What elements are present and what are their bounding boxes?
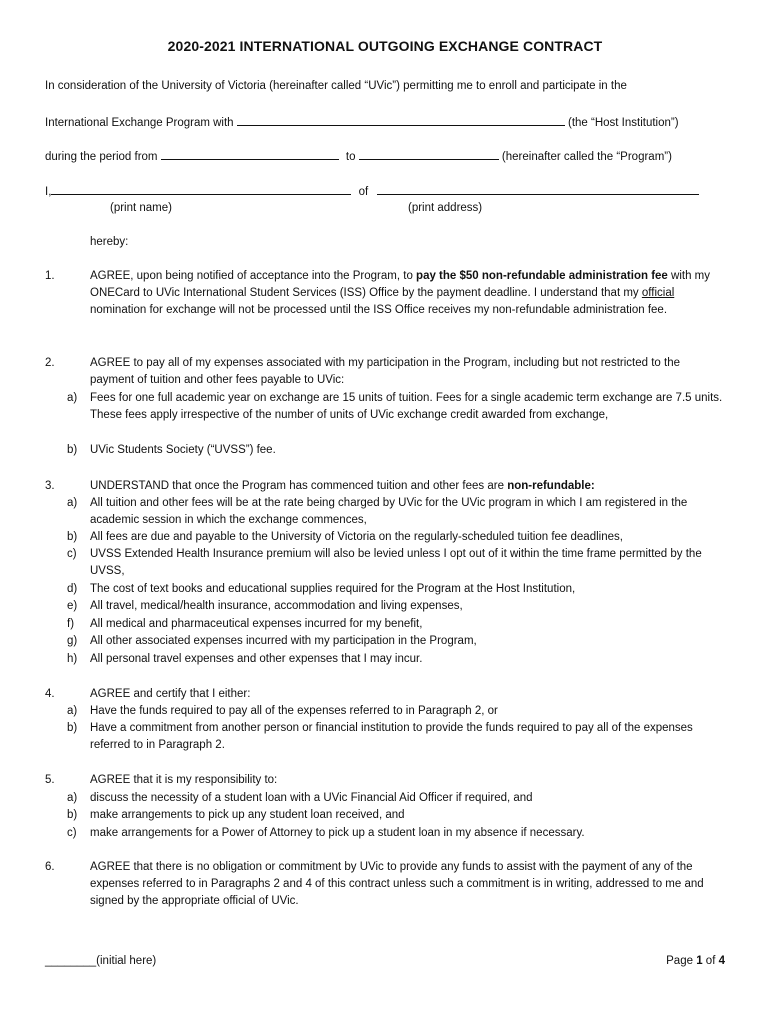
clause-4-number: 4. <box>45 688 55 700</box>
clause-3g-text: All other associated expenses incurred with my participation in the Program, <box>90 635 477 647</box>
clause-3-bold: non-refundable: <box>507 480 595 492</box>
print-name-label: (print name) <box>110 202 172 214</box>
clause-5a-label: a) <box>67 792 78 804</box>
period-to-field[interactable] <box>359 147 499 160</box>
page-number <box>666 953 725 970</box>
name-field[interactable] <box>51 182 351 195</box>
intro-line-1: In consideration of the University of Victoria (hereinafter called “UVic”) permitting me to enroll and participate in the <box>45 80 627 92</box>
initial-label: (initial here) <box>96 955 157 967</box>
period-from-field[interactable] <box>161 147 339 160</box>
clause-3f-text: All medical and pharmaceutical expenses incurred for my benefit, <box>90 618 423 630</box>
page-total: 4 <box>718 955 725 967</box>
clause-2-text: AGREE to pay all of my expenses associated with my participation in the Program, including but not restricted to the payment of tuition and other fees payable to UVic: <box>90 357 680 386</box>
clause-3g-label: g) <box>67 635 78 647</box>
clause-2-number: 2. <box>45 357 55 369</box>
clause-3a-text: All tuition and other fees will be at the rate being charged by UVic for the UVic program in which I am registered in the academic session in which the exchange commences, <box>90 497 688 526</box>
clause-3h-text: All personal travel expenses and other expenses that I may incur. <box>90 653 423 665</box>
page-current: 1 <box>696 955 703 967</box>
clause-5-number: 5. <box>45 774 55 786</box>
clause-2b-label: b) <box>67 444 78 456</box>
clause-5-text: AGREE that it is my responsibility to: <box>90 774 278 786</box>
clause-3-number: 3. <box>45 480 55 492</box>
initial-block <box>45 953 156 970</box>
clause-3c-text: UVSS Extended Health Insurance premium will also be levied unless I opt out of it within the time frame permitted by the UVSS, <box>90 548 702 577</box>
clause-3-text <box>90 478 726 495</box>
clause-3-pre: UNDERSTAND that once the Program has commenced tuition and other fees are <box>90 480 508 492</box>
clause-2a-label: a) <box>67 392 78 404</box>
clause-4-text: AGREE and certify that I either: <box>90 688 251 700</box>
clause-3d-label: d) <box>67 583 78 595</box>
clause-6-number: 6. <box>45 861 55 873</box>
host-institution-field[interactable] <box>237 113 565 126</box>
intro-line-2 <box>45 113 679 132</box>
period-to-label: to <box>345 151 356 163</box>
clause-3e-text: All travel, medical/health insurance, accommodation and living expenses, <box>90 600 463 612</box>
print-address-label: (print address) <box>408 202 483 214</box>
clause-5c-text: make arrangements for a Power of Attorney to pick up a student loan in my absence if necessary. <box>90 827 585 839</box>
clause-4b-label: b) <box>67 722 78 734</box>
clause-3f-label: f) <box>67 618 75 630</box>
clause-1-number: 1. <box>45 270 55 282</box>
host-institution-label: (the “Host Institution”) <box>567 117 679 129</box>
clause-3a-label: a) <box>67 497 78 509</box>
clause-3h-label: h) <box>67 653 78 665</box>
period-from-label: during the period from <box>45 151 158 163</box>
page-word: Page <box>666 955 693 967</box>
intro-line-3 <box>45 147 672 166</box>
clause-2a-text: Fees for one full academic year on exchange are 15 units of tuition. Fees for a single academic term exchange are 7.5 units. These fees apply irrespective of the number of units of UVic exchange credit awarded from exchange, <box>90 392 723 421</box>
name-prefix: I, <box>45 186 52 198</box>
clause-3e-label: e) <box>67 600 78 612</box>
clause-2b-text: UVic Students Society (“UVSS”) fee. <box>90 444 276 456</box>
document-title: 2020-2021 INTERNATIONAL OUTGOING EXCHANGE CONTRACT <box>167 38 603 54</box>
program-label: (hereinafter called the “Program”) <box>501 151 672 163</box>
clause-3d-text: The cost of text books and educational supplies required for the Program at the Host Institution, <box>90 583 576 595</box>
clause-1-post2: nomination for exchange will not be processed until the ISS Office receives my non-refundable administration fee. <box>90 304 668 316</box>
page-of: of <box>705 955 716 967</box>
clause-4a-label: a) <box>67 705 78 717</box>
clause-1-post1: with my ONECard to UVic International Student Services (ISS) Office by the payment deadline. I understand that my <box>90 270 710 299</box>
clause-4a-text: Have the funds required to pay all of the expenses referred to in Paragraph 2, or <box>90 705 498 717</box>
clause-5b-text: make arrangements to pick up any student loan received, and <box>90 809 405 821</box>
clause-3b-text: All fees are due and payable to the University of Victoria on the regularly-scheduled tuition fee deadlines, <box>90 531 623 543</box>
clause-6-text: AGREE that there is no obligation or commitment by UVic to provide any funds to assist with the payment of any of the expenses referred to in Paragraphs 2 and 4 of this contract unless such a commitment is in writing, addressed to me and signed by the appropriate official of UVic. <box>90 861 704 907</box>
clause-1-bold: pay the $50 non-refundable administration fee <box>416 270 668 282</box>
clause-1-pre: AGREE, upon being notified of acceptance into the Program, to <box>90 270 417 282</box>
host-program-label: International Exchange Program with <box>45 117 234 129</box>
clause-3c-label: c) <box>67 548 77 560</box>
of-label: of <box>358 186 369 198</box>
initial-field[interactable]: ________ <box>45 955 97 967</box>
clause-5a-text: discuss the necessity of a student loan with a UVic Financial Aid Officer if required, and <box>90 792 533 804</box>
clause-3b-label: b) <box>67 531 78 543</box>
clause-5c-label: c) <box>67 827 77 839</box>
clause-1-underlined: official <box>641 287 675 299</box>
intro-line-4 <box>45 182 699 201</box>
address-field[interactable] <box>377 182 699 195</box>
clause-4b-text: Have a commitment from another person or financial institution to provide the funds required to pay all of the expenses referred to in Paragraph 2. <box>90 722 693 751</box>
hereby-label: hereby: <box>90 236 129 248</box>
clause-5b-label: b) <box>67 809 78 821</box>
clause-1-text <box>90 268 726 319</box>
